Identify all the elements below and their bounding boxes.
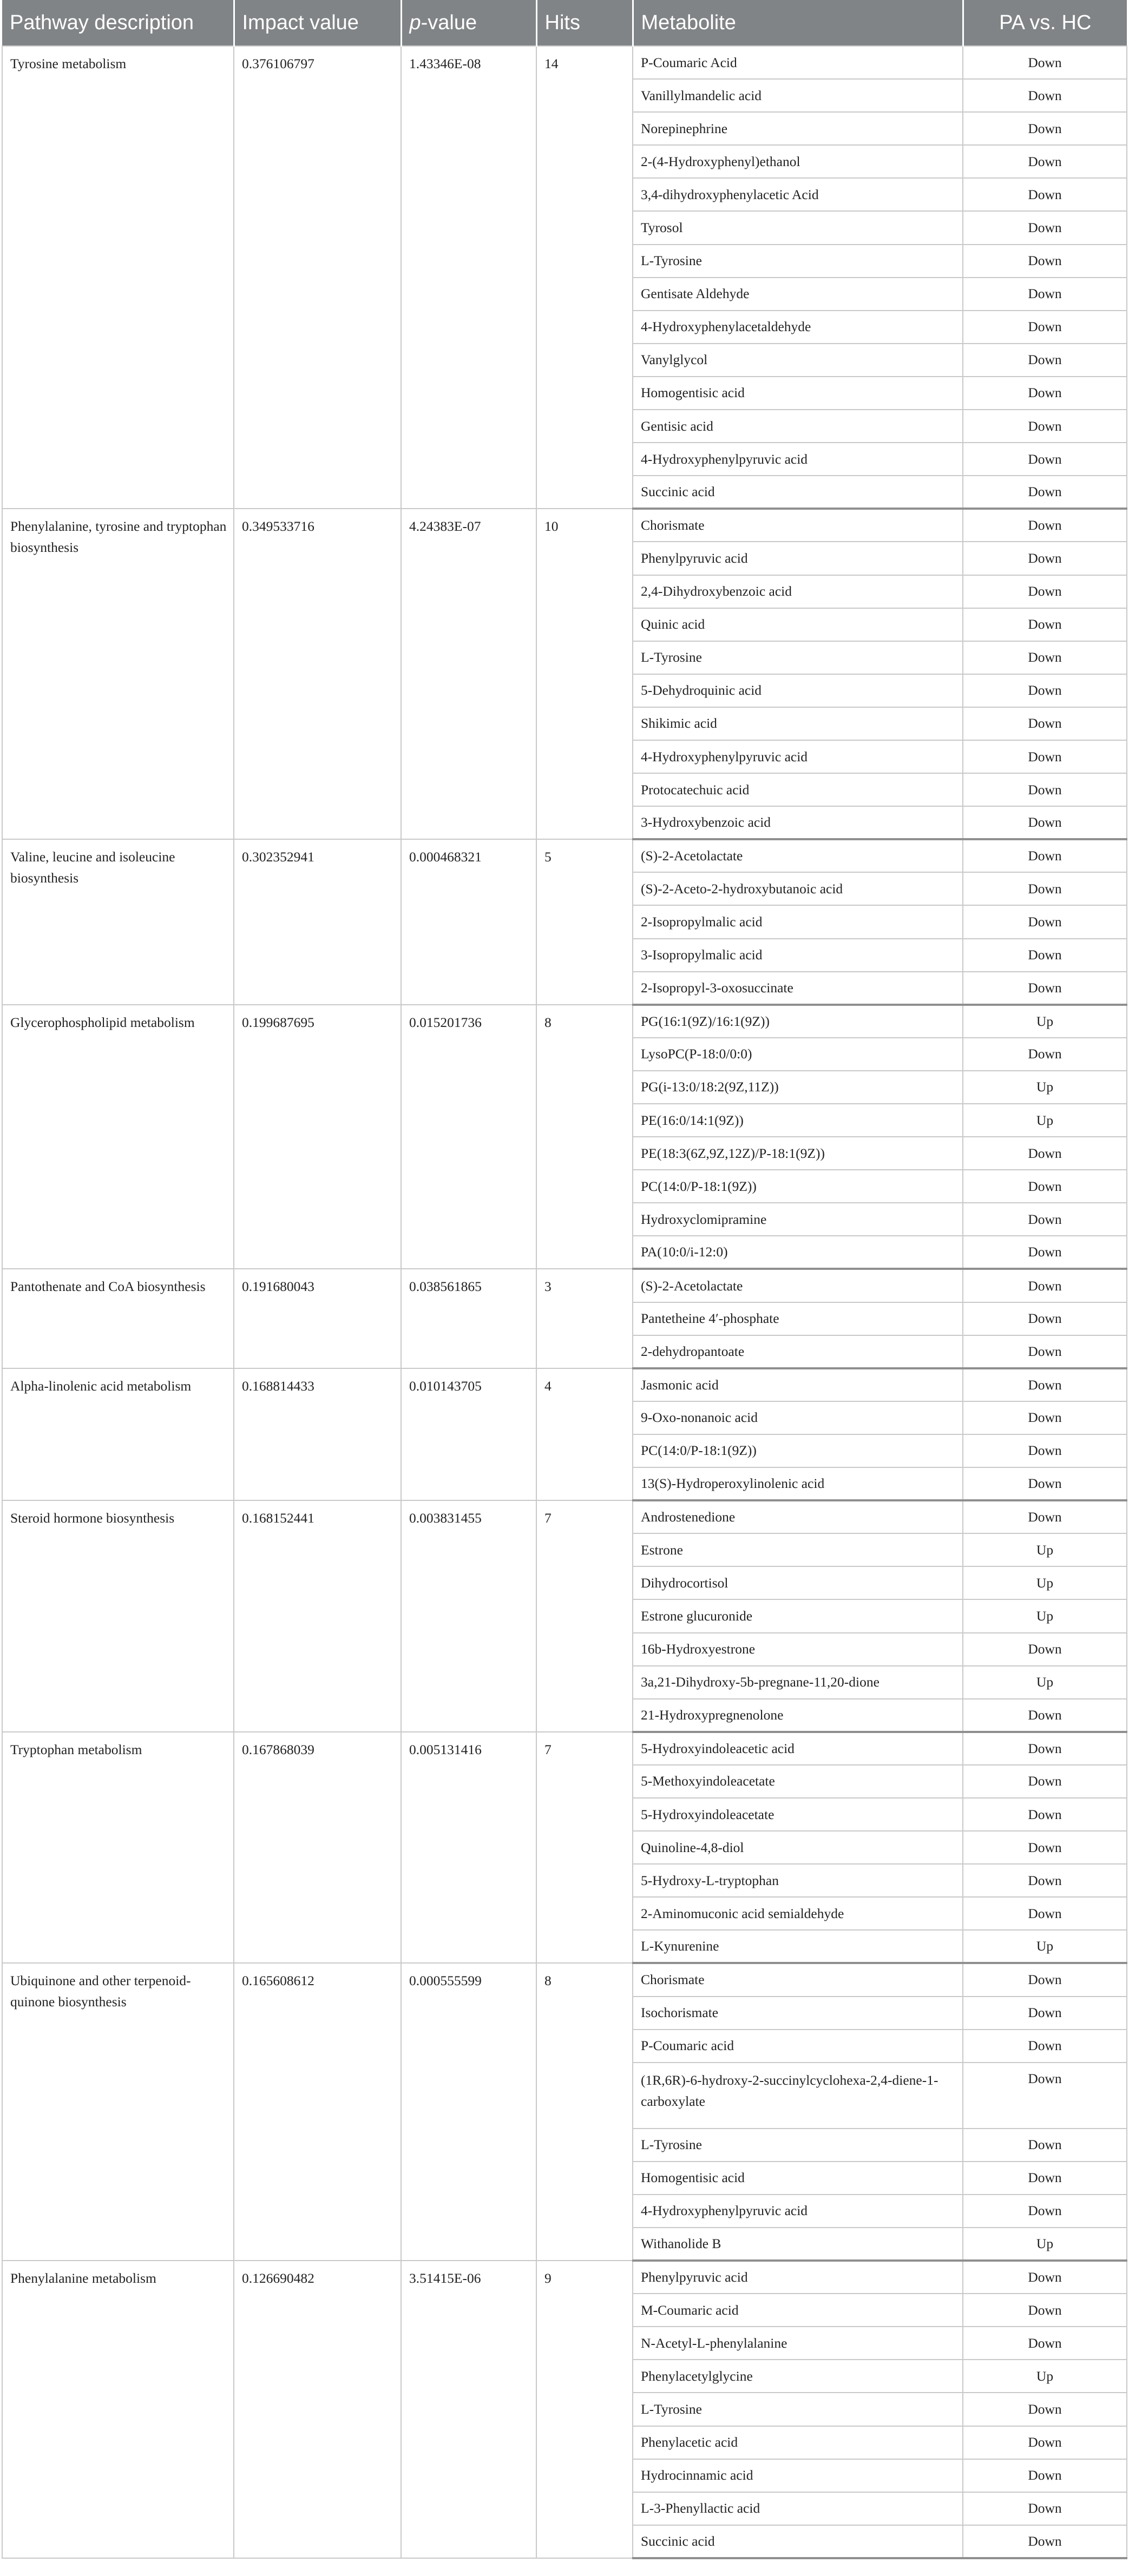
direction-cell: Down <box>963 476 1127 509</box>
pathway-table-container <box>2 0 1126 2559</box>
direction-cell: Up <box>963 1566 1127 1599</box>
table-row <box>2 509 1127 542</box>
header-impact: Impact value <box>234 0 401 46</box>
metabolite-cell: Androstenedione <box>633 1500 963 1533</box>
metabolite-cell: Chorismate <box>633 509 963 542</box>
direction-cell: Down <box>963 1467 1127 1500</box>
direction-cell: Down <box>963 641 1127 674</box>
direction-cell: Down <box>963 2162 1127 2195</box>
hits-cell: 10 <box>536 509 633 839</box>
direction-cell: Down <box>963 1368 1127 1401</box>
direction-cell: Down <box>963 1269 1127 1302</box>
table-header-row <box>2 0 1127 46</box>
metabolite-cell: 2,4-Dihydroxybenzoic acid <box>633 575 963 608</box>
metabolite-cell: PG(16:1(9Z)/16:1(9Z)) <box>633 1005 963 1038</box>
metabolite-cell: LysoPC(P-18:0/0:0) <box>633 1038 963 1071</box>
metabolite-cell: Estrone glucuronide <box>633 1599 963 1632</box>
pathway-cell: Alpha-linolenic acid metabolism <box>2 1368 234 1500</box>
metabolite-cell: L-Tyrosine <box>633 641 963 674</box>
direction-cell: Down <box>963 1699 1127 1732</box>
direction-cell: Down <box>963 1137 1127 1170</box>
metabolite-cell: 21-Hydroxypregnenolone <box>633 1699 963 1732</box>
metabolite-cell: (S)-2-Acetolactate <box>633 839 963 872</box>
direction-cell: Down <box>963 377 1127 410</box>
direction-cell: Down <box>963 1236 1127 1269</box>
direction-cell: Down <box>963 1038 1127 1071</box>
direction-cell: Down <box>963 575 1127 608</box>
impact-value-cell: 0.165608612 <box>234 1963 401 2261</box>
direction-cell: Down <box>963 1897 1127 1930</box>
header-metabolite: Metabolite <box>633 0 963 46</box>
impact-value-cell: 0.126690482 <box>234 2261 401 2558</box>
direction-cell: Up <box>963 1104 1127 1137</box>
direction-cell: Down <box>963 2195 1127 2228</box>
table-row <box>2 1005 1127 1038</box>
p-value-cell: 0.010143705 <box>401 1368 536 1500</box>
metabolite-cell: L-3-Phenyllactic acid <box>633 2492 963 2525</box>
impact-value-cell: 0.168814433 <box>234 1368 401 1500</box>
hits-cell: 4 <box>536 1368 633 1500</box>
direction-cell: Down <box>963 1170 1127 1203</box>
metabolite-cell: Dihydrocortisol <box>633 1566 963 1599</box>
table-row <box>2 2261 1127 2294</box>
metabolite-cell: Norepinephrine <box>633 112 963 145</box>
direction-cell: Down <box>963 1963 1127 1996</box>
table-row <box>2 839 1127 872</box>
metabolite-cell: PA(10:0/i-12:0) <box>633 1236 963 1269</box>
impact-value-cell: 0.167868039 <box>234 1732 401 1964</box>
table-row <box>2 1500 1127 1533</box>
hits-cell: 7 <box>536 1500 633 1732</box>
hits-cell: 14 <box>536 46 633 509</box>
direction-cell: Down <box>963 344 1127 377</box>
p-value-cell: 0.038561865 <box>401 1269 536 1368</box>
direction-cell: Down <box>963 278 1127 311</box>
impact-value-cell: 0.191680043 <box>234 1269 401 1368</box>
metabolite-cell: Succinic acid <box>633 476 963 509</box>
metabolite-cell: 2-(4-Hydroxyphenyl)ethanol <box>633 145 963 178</box>
direction-cell: Down <box>963 839 1127 872</box>
hits-cell: 5 <box>536 839 633 1004</box>
metabolite-cell: PC(14:0/P-18:1(9Z)) <box>633 1170 963 1203</box>
direction-cell: Down <box>963 1335 1127 1368</box>
metabolite-cell: Gentisate Aldehyde <box>633 278 963 311</box>
metabolite-cell: 4-Hydroxyphenylpyruvic acid <box>633 443 963 476</box>
direction-cell: Up <box>963 1005 1127 1038</box>
direction-cell: Down <box>963 707 1127 740</box>
pathway-cell: Valine, leucine and isoleucine biosynthesis <box>2 839 234 1004</box>
table-row <box>2 1269 1127 1302</box>
metabolite-cell: Quinoline-4,8-diol <box>633 1831 963 1864</box>
direction-cell: Down <box>963 79 1127 112</box>
metabolite-cell: Quinic acid <box>633 608 963 641</box>
direction-cell: Down <box>963 939 1127 972</box>
p-value-cell: 3.51415E-06 <box>401 2261 536 2558</box>
pathway-cell: Tyrosine metabolism <box>2 46 234 509</box>
metabolite-cell: Phenylpyruvic acid <box>633 542 963 575</box>
metabolite-cell: 5-Hydroxy-L-tryptophan <box>633 1864 963 1897</box>
pathway-cell: Tryptophan metabolism <box>2 1732 234 1964</box>
metabolite-cell: Hydrocinnamic acid <box>633 2459 963 2492</box>
direction-cell: Down <box>963 2327 1127 2360</box>
impact-value-cell: 0.349533716 <box>234 509 401 839</box>
hits-cell: 8 <box>536 1963 633 2261</box>
direction-cell: Down <box>963 145 1127 178</box>
direction-cell: Down <box>963 2063 1127 2129</box>
pathway-cell: Pantothenate and CoA biosynthesis <box>2 1269 234 1368</box>
direction-cell: Down <box>963 311 1127 344</box>
direction-cell: Down <box>963 112 1127 145</box>
direction-cell: Down <box>963 1633 1127 1666</box>
direction-cell: Up <box>963 1666 1127 1699</box>
metabolite-cell: Succinic acid <box>633 2525 963 2558</box>
table-row <box>2 1368 1127 1401</box>
table-row <box>2 1732 1127 1765</box>
direction-cell: Down <box>963 2129 1127 2162</box>
metabolite-cell: M-Coumaric acid <box>633 2294 963 2327</box>
direction-cell: Down <box>963 2294 1127 2327</box>
direction-cell: Down <box>963 2492 1127 2525</box>
direction-cell: Down <box>963 905 1127 938</box>
direction-cell: Down <box>963 46 1127 79</box>
metabolite-cell: 2-Isopropylmalic acid <box>633 905 963 938</box>
metabolite-cell: Isochorismate <box>633 1997 963 2030</box>
metabolite-cell: PE(18:3(6Z,9Z,12Z)/P-18:1(9Z)) <box>633 1137 963 1170</box>
metabolite-cell: 2-Isopropyl-3-oxosuccinate <box>633 972 963 1005</box>
direction-cell: Up <box>963 2360 1127 2393</box>
metabolite-cell: Vanylglycol <box>633 344 963 377</box>
direction-cell: Down <box>963 410 1127 443</box>
impact-value-cell: 0.199687695 <box>234 1005 401 1269</box>
metabolite-cell: Jasmonic acid <box>633 1368 963 1401</box>
direction-cell: Down <box>963 2261 1127 2294</box>
metabolite-cell: Tyrosol <box>633 211 963 244</box>
direction-cell: Down <box>963 443 1127 476</box>
p-value-cell: 0.000468321 <box>401 839 536 1004</box>
direction-cell: Down <box>963 509 1127 542</box>
direction-cell: Down <box>963 1302 1127 1335</box>
metabolite-cell: N-Acetyl-L-phenylalanine <box>633 2327 963 2360</box>
header-p-italic: p <box>409 11 421 34</box>
metabolite-cell: 9-Oxo-nonanoic acid <box>633 1401 963 1434</box>
direction-cell: Down <box>963 2525 1127 2558</box>
metabolite-cell: L-Tyrosine <box>633 2393 963 2426</box>
direction-cell: Down <box>963 211 1127 244</box>
metabolite-cell: Pantetheine 4′-phosphate <box>633 1302 963 1335</box>
direction-cell: Down <box>963 872 1127 905</box>
metabolite-cell: Withanolide B <box>633 2228 963 2261</box>
direction-cell: Down <box>963 1500 1127 1533</box>
table-row <box>2 1963 1127 1996</box>
pathway-cell: Phenylalanine metabolism <box>2 2261 234 2558</box>
hits-cell: 9 <box>536 2261 633 2558</box>
header-p-value <box>401 0 536 46</box>
metabolite-cell: L-Kynurenine <box>633 1930 963 1963</box>
direction-cell: Down <box>963 1997 1127 2030</box>
direction-cell: Up <box>963 2228 1127 2261</box>
metabolite-cell: Estrone <box>633 1533 963 1566</box>
table-body <box>2 46 1127 2558</box>
p-value-cell: 0.003831455 <box>401 1500 536 1732</box>
metabolite-cell: (S)-2-Acetolactate <box>633 1269 963 1302</box>
hits-cell: 3 <box>536 1269 633 1368</box>
metabolite-cell: Homogentisic acid <box>633 2162 963 2195</box>
metabolite-cell: 4-Hydroxyphenylacetaldehyde <box>633 311 963 344</box>
direction-cell: Down <box>963 2030 1127 2063</box>
table-row <box>2 46 1127 79</box>
metabolite-cell: Vanillylmandelic acid <box>633 79 963 112</box>
metabolite-cell: 2-Aminomuconic acid semialdehyde <box>633 1897 963 1930</box>
p-value-cell: 0.015201736 <box>401 1005 536 1269</box>
metabolite-cell: 4-Hydroxyphenylpyruvic acid <box>633 2195 963 2228</box>
direction-cell: Up <box>963 1071 1127 1104</box>
pathway-cell: Ubiquinone and other terpenoid-quinone biosynthesis <box>2 1963 234 2261</box>
metabolite-cell: Shikimic acid <box>633 707 963 740</box>
direction-cell: Down <box>963 1732 1127 1765</box>
metabolite-cell: 4-Hydroxyphenylpyruvic acid <box>633 740 963 773</box>
hits-cell: 7 <box>536 1732 633 1964</box>
metabolite-cell: PC(14:0/P-18:1(9Z)) <box>633 1434 963 1467</box>
header-hits: Hits <box>536 0 633 46</box>
pathway-cell: Phenylalanine, tyrosine and tryptophan biosynthesis <box>2 509 234 839</box>
metabolite-cell: 13(S)-Hydroperoxylinolenic acid <box>633 1467 963 1500</box>
direction-cell: Down <box>963 674 1127 707</box>
metabolite-cell: Phenylacetylglycine <box>633 2360 963 2393</box>
direction-cell: Down <box>963 1434 1127 1467</box>
metabolite-cell: P-Coumaric Acid <box>633 46 963 79</box>
metabolite-cell: 3-Hydroxybenzoic acid <box>633 806 963 839</box>
header-direction: PA vs. HC <box>963 0 1127 46</box>
direction-cell: Down <box>963 1798 1127 1831</box>
metabolite-cell: 5-Hydroxyindoleacetic acid <box>633 1732 963 1765</box>
metabolite-cell: Chorismate <box>633 1963 963 1996</box>
metabolite-cell: Hydroxyclomipramine <box>633 1203 963 1236</box>
impact-value-cell: 0.302352941 <box>234 839 401 1004</box>
metabolite-cell: 3,4-dihydroxyphenylacetic Acid <box>633 178 963 211</box>
metabolite-cell: L-Tyrosine <box>633 2129 963 2162</box>
metabolite-cell: (1R,6R)-6-hydroxy-2-succinylcyclohexa-2,4-diene-1-carboxylate <box>633 2063 963 2129</box>
direction-cell: Down <box>963 2459 1127 2492</box>
metabolite-cell: 2-dehydropantoate <box>633 1335 963 1368</box>
metabolite-cell: 5-Methoxyindoleacetate <box>633 1765 963 1798</box>
header-p-rest: -value <box>421 11 477 34</box>
header-pathway: Pathway description <box>2 0 234 46</box>
metabolite-cell: Protocatechuic acid <box>633 773 963 806</box>
direction-cell: Down <box>963 1864 1127 1897</box>
direction-cell: Down <box>963 608 1127 641</box>
direction-cell: Down <box>963 806 1127 839</box>
metabolite-cell: Gentisic acid <box>633 410 963 443</box>
p-value-cell: 4.24383E-07 <box>401 509 536 839</box>
direction-cell: Down <box>963 1831 1127 1864</box>
direction-cell: Up <box>963 1930 1127 1963</box>
direction-cell: Down <box>963 1203 1127 1236</box>
metabolite-cell: 16b-Hydroxyestrone <box>633 1633 963 1666</box>
p-value-cell: 0.000555599 <box>401 1963 536 2261</box>
metabolite-cell: (S)-2-Aceto-2-hydroxybutanoic acid <box>633 872 963 905</box>
direction-cell: Up <box>963 1533 1127 1566</box>
metabolite-cell: Phenylacetic acid <box>633 2426 963 2459</box>
direction-cell: Down <box>963 1401 1127 1434</box>
direction-cell: Down <box>963 972 1127 1005</box>
direction-cell: Down <box>963 740 1127 773</box>
hits-cell: 8 <box>536 1005 633 1269</box>
p-value-cell: 1.43346E-08 <box>401 46 536 509</box>
direction-cell: Down <box>963 2426 1127 2459</box>
metabolite-cell: 5-Dehydroquinic acid <box>633 674 963 707</box>
metabolite-cell: 3-Isopropylmalic acid <box>633 939 963 972</box>
direction-cell: Down <box>963 245 1127 278</box>
p-value-cell: 0.005131416 <box>401 1732 536 1964</box>
metabolite-cell: 3a,21-Dihydroxy-5b-pregnane-11,20-dione <box>633 1666 963 1699</box>
metabolite-cell: Phenylpyruvic acid <box>633 2261 963 2294</box>
pathway-cell: Glycerophospholipid metabolism <box>2 1005 234 1269</box>
metabolite-cell: Homogentisic acid <box>633 377 963 410</box>
direction-cell: Down <box>963 1765 1127 1798</box>
direction-cell: Down <box>963 178 1127 211</box>
direction-cell: Down <box>963 773 1127 806</box>
impact-value-cell: 0.168152441 <box>234 1500 401 1732</box>
metabolite-cell: L-Tyrosine <box>633 245 963 278</box>
metabolite-cell: PE(16:0/14:1(9Z)) <box>633 1104 963 1137</box>
metabolite-cell: PG(i-13:0/18:2(9Z,11Z)) <box>633 1071 963 1104</box>
direction-cell: Down <box>963 2393 1127 2426</box>
impact-value-cell: 0.376106797 <box>234 46 401 509</box>
pathway-cell: Steroid hormone biosynthesis <box>2 1500 234 1732</box>
direction-cell: Up <box>963 1599 1127 1632</box>
metabolite-cell: 5-Hydroxyindoleacetate <box>633 1798 963 1831</box>
direction-cell: Down <box>963 542 1127 575</box>
pathway-table <box>2 0 1127 2559</box>
metabolite-cell: P-Coumaric acid <box>633 2030 963 2063</box>
